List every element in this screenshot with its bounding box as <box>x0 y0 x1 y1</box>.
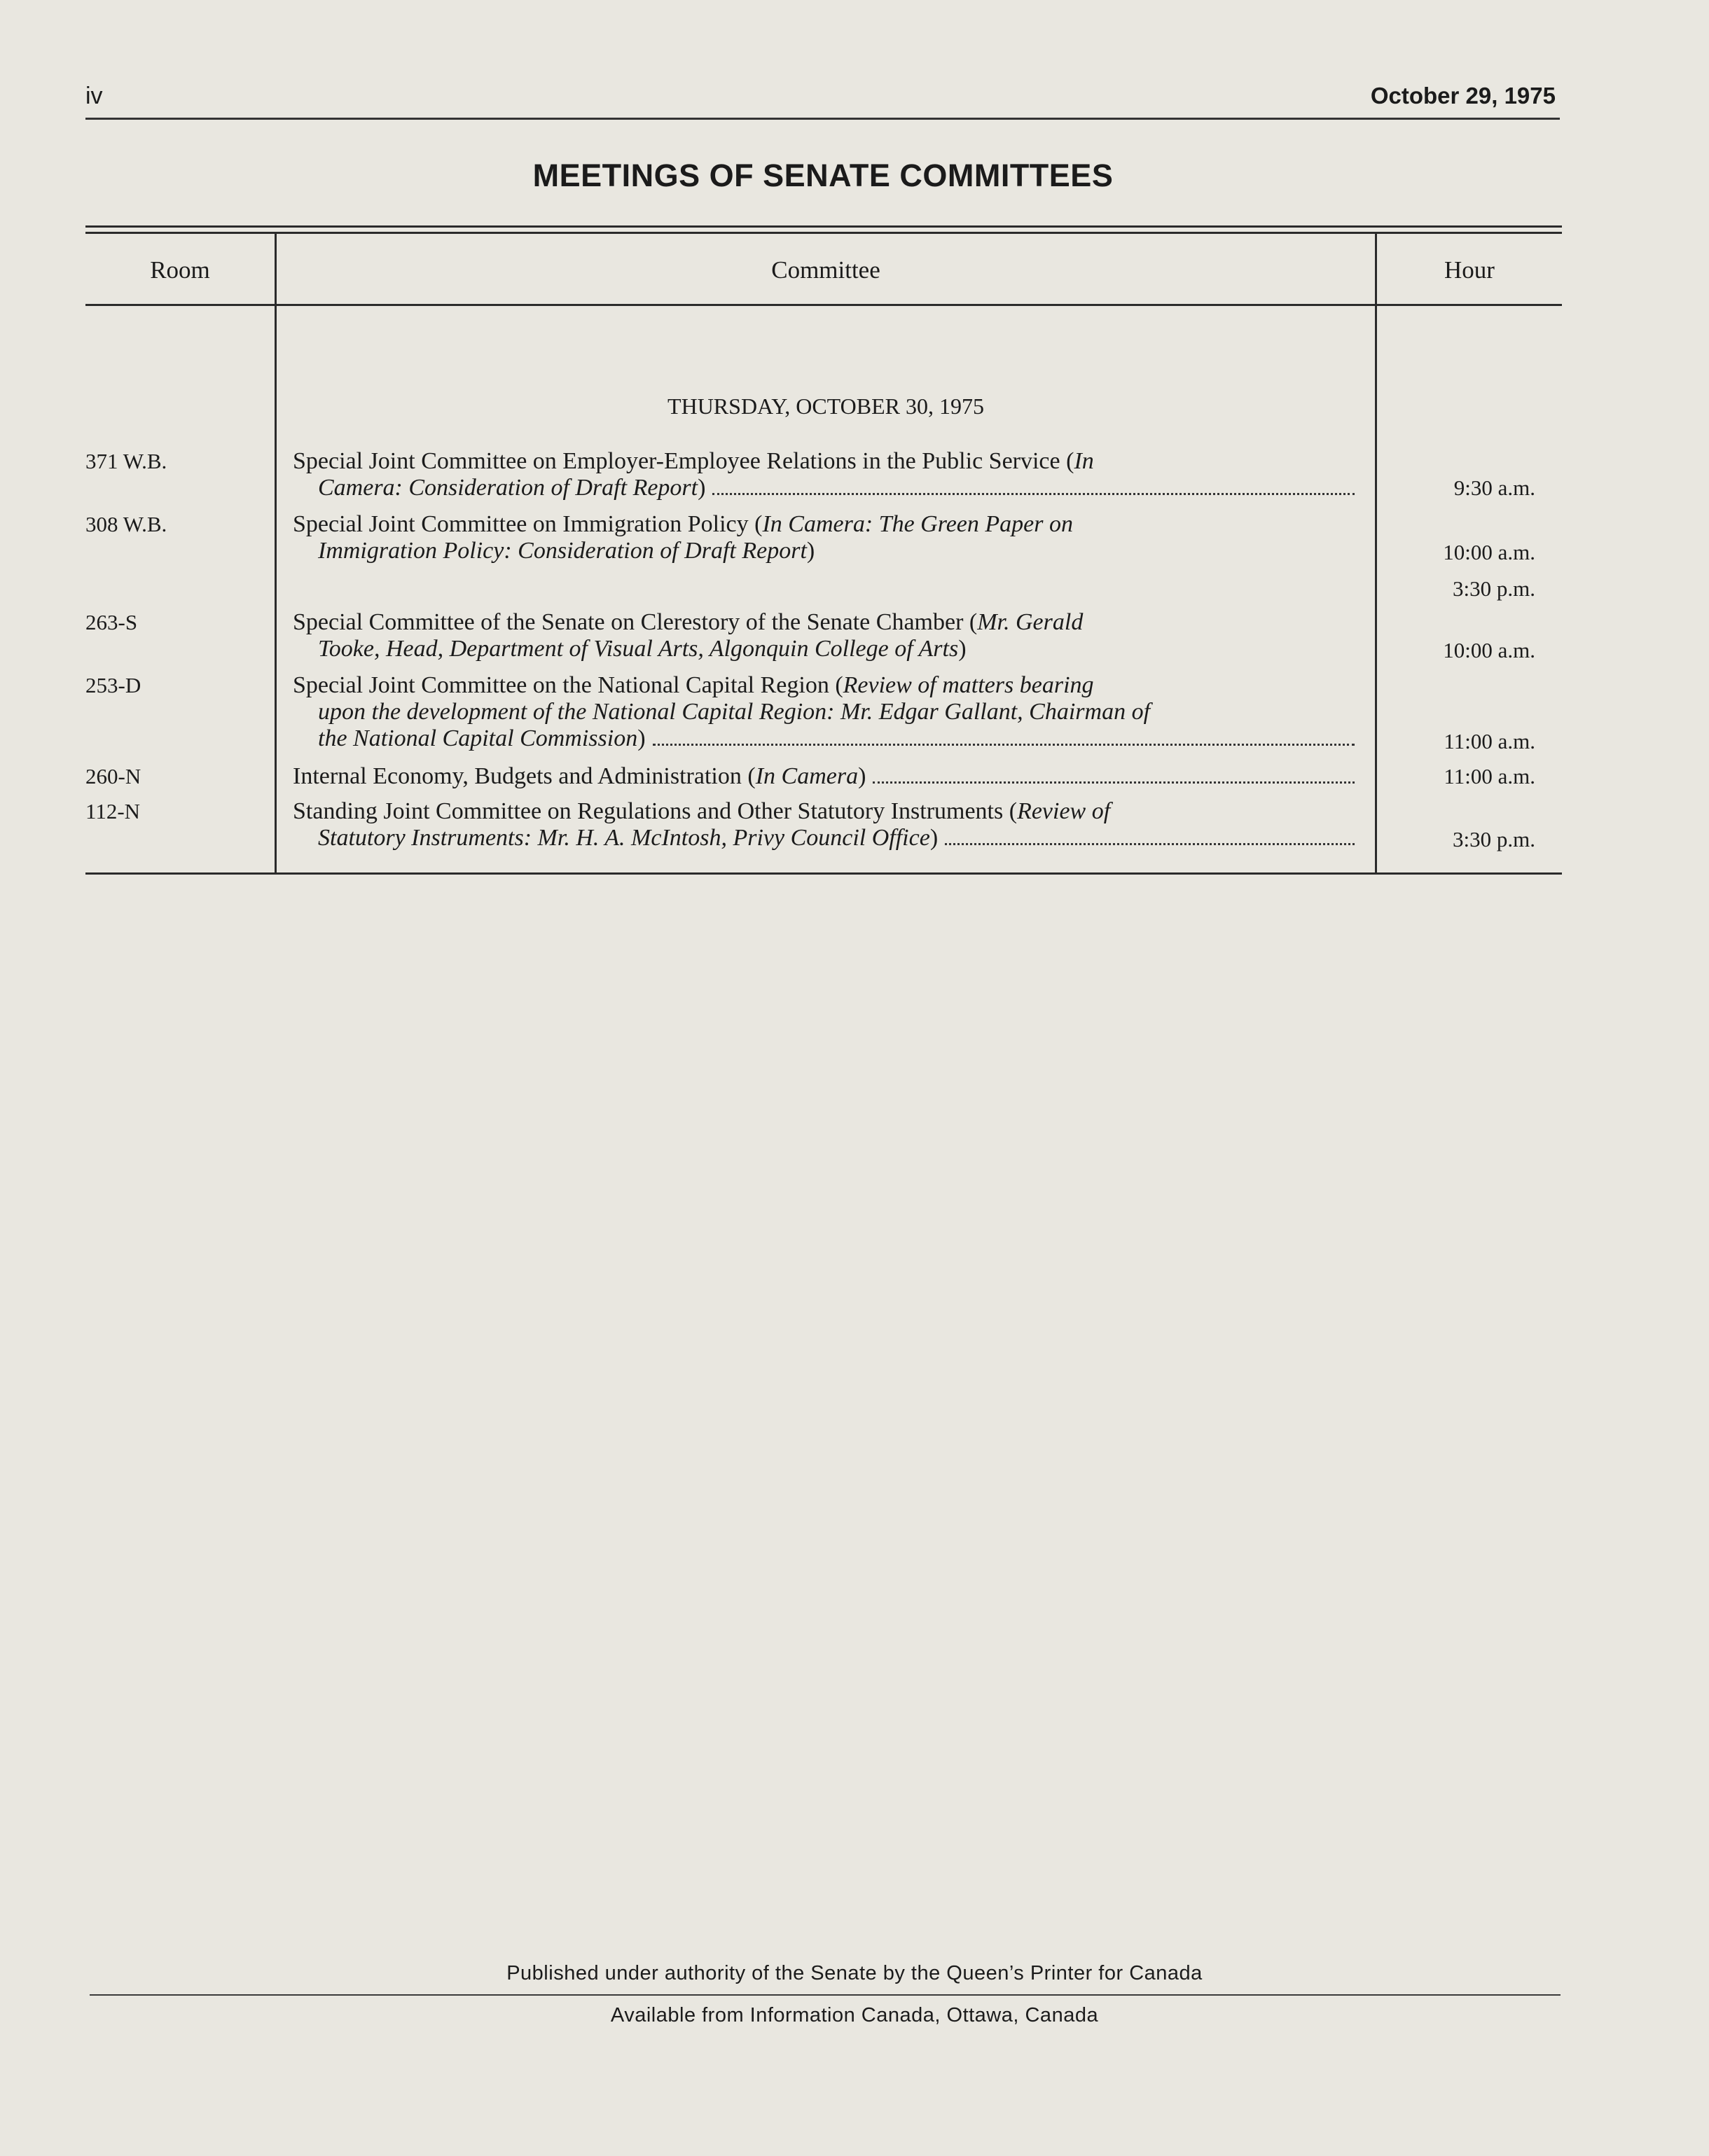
committee-cell: Internal Economy, Budgets and Administration (In Camera) <box>293 763 1357 790</box>
committee-detail: In Camera <box>755 763 859 789</box>
committee-detail: In <box>1074 448 1094 474</box>
committee-detail: Review of <box>1017 798 1111 824</box>
room-cell: 260-N <box>85 764 141 788</box>
committee-name: Special Joint Committee on the National Capital Region ( <box>293 672 843 698</box>
availability-note: Available from Information Canada, Ottawa, Canada <box>610 2004 1099 2026</box>
column-header-hour: Hour <box>1444 256 1495 284</box>
table-bottom-rule <box>85 872 1562 875</box>
hour-cell: 9:30 a.m. <box>1453 475 1535 500</box>
hour-cell: 11:00 a.m. <box>1444 729 1535 753</box>
committee-detail: In Camera: The Green Paper on <box>762 511 1073 537</box>
column-header-committee: Committee <box>771 256 880 284</box>
hour-cell: 10:00 a.m. <box>1443 540 1535 564</box>
meeting-day-heading: THURSDAY, OCTOBER 30, 1975 <box>667 394 984 419</box>
hour-cell: 10:00 a.m. <box>1443 638 1535 662</box>
committee-cell: Special Joint Committee on Employer-Employee Relations in the Public Service (In Camera: Consideration of Draft Report) <box>293 448 1357 501</box>
page-number: iv <box>85 83 103 109</box>
committee-name: Special Joint Committee on Employer-Employee Relations in the Public Service ( <box>293 448 1074 474</box>
header-date: October 29, 1975 <box>1370 83 1556 109</box>
dot-leader <box>653 744 1355 746</box>
footer-rule <box>90 1994 1561 1996</box>
hour-cell: 3:30 p.m. <box>1453 576 1535 601</box>
table-top-rule <box>85 225 1562 228</box>
committee-cell: Special Joint Committee on Immigration Policy (In Camera: The Green Paper on Immigration Policy: Consideration of Draft Report) <box>293 511 1073 564</box>
dot-leader <box>712 493 1355 495</box>
room-cell: 253-D <box>85 673 141 697</box>
column-divider-room <box>275 234 277 872</box>
table-header-rule <box>85 304 1562 306</box>
committee-detail: Camera: Consideration of Draft Report <box>318 475 698 501</box>
committee-name: Special Joint Committee on Immigration Policy ( <box>293 511 763 537</box>
room-cell: 308 W.B. <box>85 512 167 536</box>
table-top-rule-inner <box>85 232 1562 234</box>
committee-name: Standing Joint Committee on Regulations and Other Statutory Instruments ( <box>293 798 1018 824</box>
committee-detail: Review of matters bearing <box>843 672 1094 698</box>
committee-cell: Standing Joint Committee on Regulations and Other Statutory Instruments (Review of Statutory Instruments: Mr. H. A. McIntosh, Privy Council Office) <box>293 798 1357 851</box>
publisher-note: Published under authority of the Senate by the Queen’s Printer for Canada <box>506 1962 1203 1984</box>
committee-cell: Special Committee of the Senate on Clerestory of the Senate Chamber (Mr. Gerald Tooke, Head, Department of Visual Arts, Algonquin College of Arts) <box>293 609 1084 662</box>
committee-detail: Immigration Policy: Consideration of Draft Report <box>318 538 807 564</box>
running-header <box>85 83 1560 120</box>
committee-detail: the National Capital Commission <box>318 725 638 751</box>
room-cell: 112-N <box>85 799 141 823</box>
committee-name: Special Committee of the Senate on Clerestory of the Senate Chamber ( <box>293 609 978 635</box>
room-cell: 371 W.B. <box>85 449 167 473</box>
committee-cell: Special Joint Committee on the National Capital Region (Review of matters bearing upon the development of the National Capital Region: Mr. Edgar Gallant, Chairman of the National Capital Commission) <box>293 672 1357 752</box>
column-header-room: Room <box>150 256 210 284</box>
room-cell: 263-S <box>85 610 138 634</box>
page-title: MEETINGS OF SENATE COMMITTEES <box>532 158 1114 193</box>
committee-detail: Statutory Instruments: Mr. H. A. McIntosh, Privy Council Office <box>318 825 930 851</box>
hour-cell: 3:30 p.m. <box>1453 827 1535 851</box>
committee-detail: Mr. Gerald <box>977 609 1084 635</box>
hour-cell: 11:00 a.m. <box>1444 764 1535 788</box>
committee-detail: Tooke, Head, Department of Visual Arts, Algonquin College of Arts <box>318 636 959 662</box>
dot-leader <box>873 781 1355 784</box>
committee-detail: upon the development of the National Capital Region: Mr. Edgar Gallant, Chairman of <box>318 699 1151 725</box>
dot-leader <box>945 843 1355 845</box>
committee-name: Internal Economy, Budgets and Administration ( <box>293 763 756 789</box>
